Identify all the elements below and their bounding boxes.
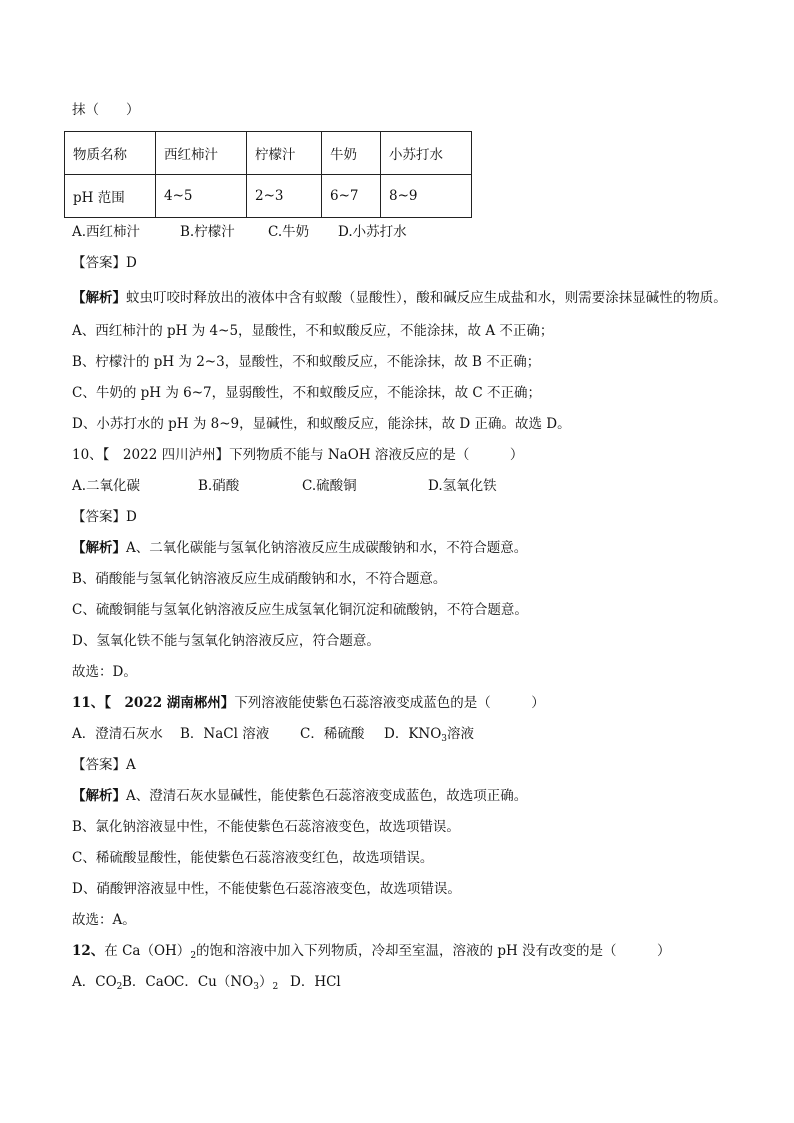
table-row — [65, 175, 472, 218]
option — [384, 724, 474, 749]
ph-table — [64, 131, 472, 218]
table-cell: 西红柿汁 — [156, 132, 247, 175]
subscript: 2 — [190, 951, 197, 961]
question-number: 11、【 2022 湖南郴州】 — [72, 695, 235, 711]
option-text: C．Cu（NO — [174, 974, 254, 990]
option-text: D．KNO — [384, 726, 442, 742]
analysis-line: B、柠檬汁的 pH 为 2~3，显酸性，不和蚁酸反应，不能涂抹，故 B 不正确； — [72, 354, 541, 370]
table-cell: 8~9 — [381, 175, 472, 218]
subscript: 2 — [272, 982, 279, 992]
option: A．澄清石灰水 — [72, 726, 163, 742]
analysis-text: A、澄清石灰水显碱性，能使紫色石蕊溶液变成蓝色，故选项正确。 — [126, 788, 528, 804]
q10-analysis — [72, 538, 732, 558]
analysis-label: 【解析】 — [72, 540, 126, 556]
option: A.西红柿汁 — [72, 224, 141, 240]
subscript: 3 — [441, 734, 448, 744]
table-cell: 牛奶 — [322, 132, 381, 175]
q11-answer: 【答案】A — [72, 757, 136, 773]
question-number: 12、 — [72, 943, 105, 959]
table-cell: 4~5 — [156, 175, 247, 218]
analysis-line: B、硝酸能与氢氧化钠溶液反应生成硝酸钠和水，不符合题意。 — [72, 571, 447, 587]
q10-answer: 【答案】D — [72, 509, 137, 525]
option — [72, 972, 122, 997]
option: B.柠檬汁 — [180, 224, 235, 240]
option: A.二氧化碳 — [72, 478, 141, 494]
option-text: ） — [258, 974, 273, 990]
question-text: 下列溶液能使紫色石蕊溶液变成蓝色的是（ ） — [234, 695, 545, 711]
table-cell: pH 范围 — [65, 175, 156, 218]
analysis-line: C、硫酸铜能与氢氧化钠溶液反应生成氢氧化铜沉淀和硫酸钠，不符合题意。 — [72, 602, 528, 618]
subscript: 2 — [116, 982, 123, 992]
q11-options — [72, 724, 732, 744]
analysis-line: C、稀硫酸显酸性，能使紫色石蕊溶液变红色，故选项错误。 — [72, 850, 434, 866]
q11-analysis — [72, 786, 732, 806]
table-row — [65, 132, 472, 175]
table-cell: 2~3 — [247, 175, 322, 218]
analysis-text: 蚊虫叮咬时释放出的液体中含有蚁酸（显酸性），酸和碱反应生成盐和水，则需要涂抹显碱性的物质。 — [126, 290, 727, 306]
option: B．CaO — [122, 974, 175, 990]
analysis-line: C、牛奶的 pH 为 6~7，显弱酸性，不和蚁酸反应，不能涂抹，故 C 不正确； — [72, 385, 542, 401]
analysis-line: A、西红柿汁的 pH 为 4~5，显酸性，不和蚁酸反应，不能涂抹，故 A 不正确； — [72, 323, 554, 339]
option: D.氢氧化铁 — [428, 478, 497, 494]
document-page — [72, 100, 732, 1003]
option-text: 溶液 — [447, 726, 475, 742]
q11-stem — [72, 693, 732, 713]
option: D.小苏打水 — [338, 224, 407, 240]
table-cell: 物质名称 — [65, 132, 156, 175]
analysis-text: A、二氧化碳能与氢氧化钠溶液反应生成碳酸钠和水，不符合题意。 — [126, 540, 528, 556]
analysis-line: D、氢氧化铁不能与氢氧化钠溶液反应，符合题意。 — [72, 633, 380, 649]
analysis-line: D、硝酸钾溶液显中性，不能使紫色石蕊溶液变色，故选项错误。 — [72, 881, 461, 897]
table-cell: 柠檬汁 — [247, 132, 322, 175]
option: B.硝酸 — [198, 478, 240, 494]
q9-analysis — [72, 284, 732, 312]
analysis-line: 故选：A。 — [72, 912, 136, 928]
q9-answer: 【答案】D — [72, 255, 137, 271]
table-cell: 小苏打水 — [381, 132, 472, 175]
option — [174, 972, 290, 997]
option: C．稀硫酸 — [300, 726, 365, 742]
analysis-line: 故选：D。 — [72, 664, 137, 680]
question-text: 的饱和溶液中加入下列物质，冷却至室温，溶液的 pH 没有改变的是（ ） — [196, 943, 671, 959]
analysis-label: 【解析】 — [72, 290, 126, 306]
q12-options — [72, 972, 732, 992]
option: C.牛奶 — [268, 224, 310, 240]
q9-options — [72, 222, 732, 242]
option-text: A．CO — [72, 974, 117, 990]
q12-stem — [72, 941, 732, 961]
question-text: 在 Ca（OH） — [104, 943, 191, 959]
analysis-line: B、氯化钠溶液显中性，不能使紫色石蕊溶液变色，故选项错误。 — [72, 819, 460, 835]
q10-options — [72, 476, 732, 496]
option: C.硫酸铜 — [302, 478, 357, 494]
table-cell: 6~7 — [322, 175, 381, 218]
option: D．HCl — [290, 974, 341, 990]
analysis-label: 【解析】 — [72, 788, 126, 804]
analysis-line: D、小苏打水的 pH 为 8~9，显碱性，和蚁酸反应，能涂抹，故 D 正确。故选 D。 — [72, 416, 571, 432]
subscript: 3 — [253, 982, 259, 992]
q10-stem: 10、【 2022 四川泸州】下列物质不能与 NaOH 溶液反应的是（ ） — [72, 447, 524, 463]
option: B．NaCl 溶液 — [180, 726, 270, 742]
q9-stem-tail: 抹（ ） — [72, 102, 140, 118]
